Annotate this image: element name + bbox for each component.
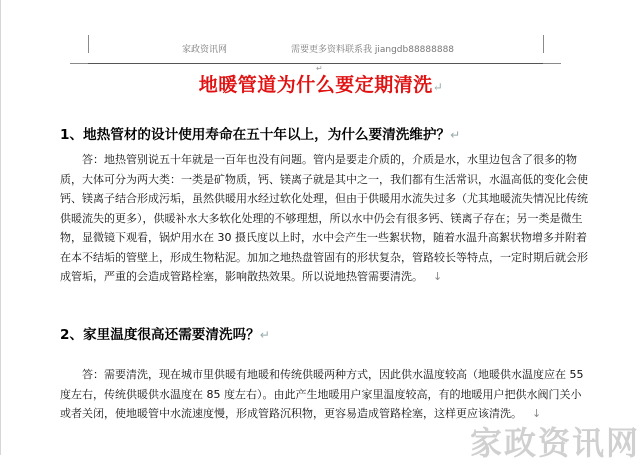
body-text: 答：需要清洗，现在城市里供暖有地暖和传统供暖两种方式，因此供水温度较高（地暖供水温度应在 55 度左右，传统供暖供水温度在 85 度左右）。由此产生地暖用户家里温度较高，有的地暖用户把供水阀门关小或者关闭，使地暖管中水流速度慢，形成管路沉积物，更容易造成管路栓塞，这样更应该清洗。: [60, 368, 584, 420]
crop-mark-top-right-vertical: [543, 35, 544, 53]
section-heading-2[interactable]: [60, 323, 270, 343]
watermark-logo: 家政资讯网: [469, 424, 640, 462]
crop-mark-top-right-horizontal: [543, 63, 561, 64]
header-site-name: 家政资讯网: [182, 45, 228, 55]
section-body-2[interactable]: [60, 365, 590, 424]
document-title[interactable]: [0, 70, 642, 97]
paragraph-mark: ↵: [259, 328, 270, 342]
page-left-edge: [0, 0, 1, 455]
header-return-mark: ↵: [316, 64, 323, 73]
crop-mark-top-left-horizontal: [70, 63, 88, 64]
header-contact: 需要更多资料联系我 jiangdb88888888: [291, 45, 455, 55]
crop-mark-top-left-vertical: [88, 35, 89, 53]
paragraph-mark: ↵: [450, 128, 461, 142]
heading-text: 1、地热管材的设计使用寿命在五十年以上，为什么要清洗维护？: [60, 127, 451, 143]
heading-text: 2、家里温度很高还需要清洗吗？: [60, 327, 260, 343]
line-break-mark: ↓: [532, 407, 542, 420]
line-break-mark: ↓: [433, 270, 443, 283]
body-text: 答：地热管别说五十年就是一百年也没有问题。管内是要走介质的，介质是水，水里边包含了很多的物质，大体可分为两大类：一类是矿物质，钙、镁离子就是其中之一，我们都有生活常识，水温高低的变化会使钙、镁离子结合形成污垢，虽然供暖用水经过软化处理，但由于供暖用水流失过多（尤其地暖流失情况比传统供暖流失的更多），供暖补水大多软化处理的不够理想，所以水中仍会有很多钙、镁离子存在；另一类是微生物，显微镜下观看，锅炉用水在 30 摄氏度以上时，水中会产生一些絮状物，随着水温升高絮状物增多并附着在本不结垢的管壁上，形成生物粘泥。加加之地热盘管固有的形状复杂，管路较长等特点，一定时期后就会形成管垢，严重的会造成管路栓塞，影响散热效果。所以说地热管需要清洗。: [60, 153, 588, 283]
paragraph-mark: ↵: [432, 80, 444, 94]
title-text: 地暖管道为什么要定期清洗: [198, 74, 433, 96]
section-heading-1[interactable]: [60, 123, 460, 143]
section-body-1[interactable]: [60, 150, 590, 287]
